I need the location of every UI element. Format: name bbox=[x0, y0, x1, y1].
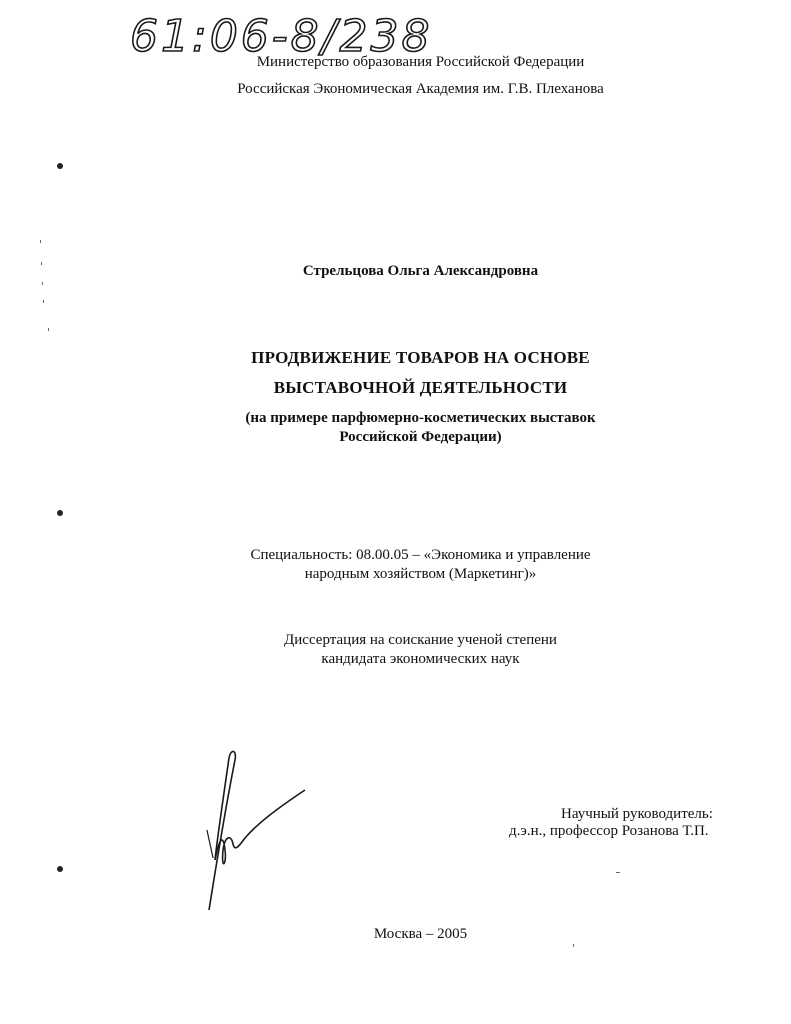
scan-speck bbox=[40, 240, 41, 243]
subtitle-line-1: (на примере парфюмерно-косметических выставок bbox=[245, 410, 596, 426]
ministry-line: Министерство образования Российской Федерации bbox=[256, 54, 585, 70]
punch-hole-mark bbox=[57, 866, 63, 872]
supervisor-label: Научный руководитель: bbox=[561, 806, 713, 822]
svg-text:61:06-8/238: 61:06-8/238 bbox=[130, 11, 433, 62]
academy-line: Российская Экономическая Академия им. Г.В. Плеханова bbox=[237, 81, 604, 97]
supervisor-name: д.э.н., профессор Розанова Т.П. bbox=[509, 823, 709, 839]
city-year: Москва – 2005 bbox=[373, 926, 468, 942]
scan-speck bbox=[43, 300, 44, 303]
scan-speck bbox=[41, 262, 42, 265]
subtitle-line-2: Российской Федерации) bbox=[339, 429, 502, 445]
punch-hole-mark bbox=[57, 510, 63, 516]
specialty-line-2: народным хозяйством (Маркетинг)» bbox=[304, 566, 537, 582]
dissertation-line-2: кандидата экономических наук bbox=[321, 651, 520, 667]
author-name: Стрельцова Ольга Александровна bbox=[302, 263, 539, 279]
title-line-2: ВЫСТАВОЧНОЙ ДЕЯТЕЛЬНОСТИ bbox=[273, 378, 568, 397]
scan-speck bbox=[48, 328, 49, 331]
punch-hole-mark bbox=[57, 163, 63, 169]
title-line-1: ПРОДВИЖЕНИЕ ТОВАРОВ НА ОСНОВЕ bbox=[251, 348, 590, 367]
specialty-line-1: Специальность: 08.00.05 – «Экономика и управление bbox=[250, 547, 591, 563]
scan-speck bbox=[616, 872, 620, 873]
scan-speck bbox=[573, 944, 574, 947]
scan-speck bbox=[42, 282, 43, 285]
dissertation-line-1: Диссертация на соискание ученой степени bbox=[284, 632, 557, 648]
signature bbox=[195, 740, 315, 920]
